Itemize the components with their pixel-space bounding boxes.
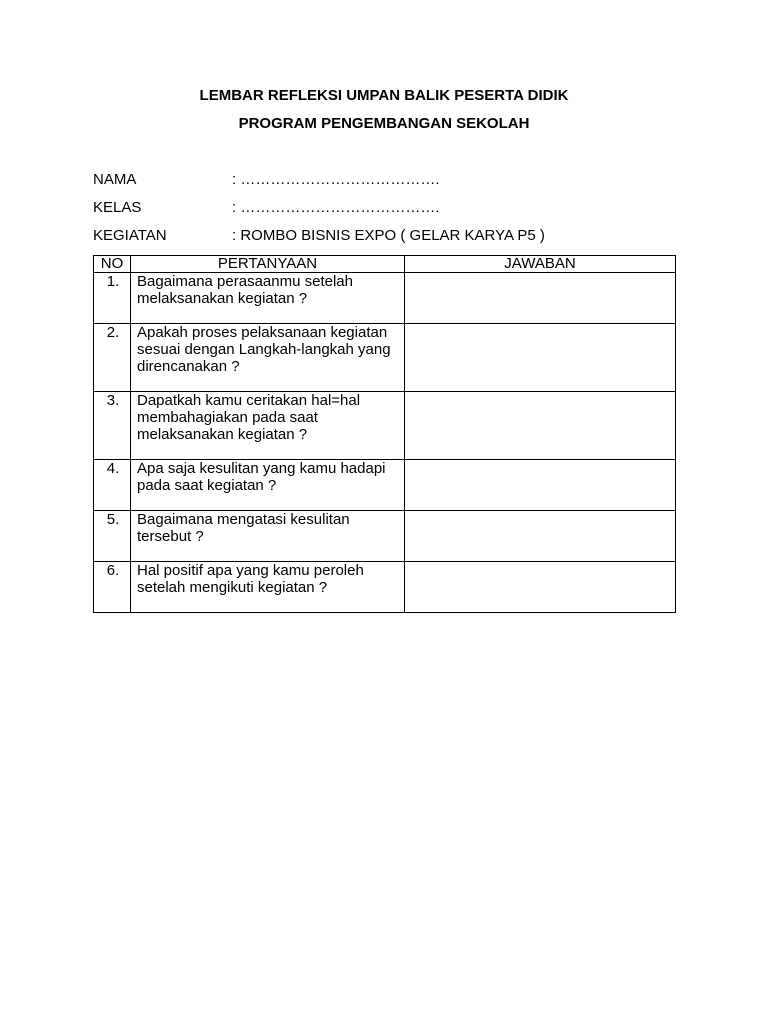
row-number-text: 1. [106,273,120,290]
row-number [94,392,131,460]
field-kegiatan-value: : ROMBO BISNIS EXPO ( GELAR KARYA P5 ) [232,227,545,244]
table-row [94,392,676,460]
field-nama [93,171,693,189]
reflection-table [93,255,676,613]
header-question: PERTANYAAN [131,256,405,273]
field-kelas-value: : …………………………………. [232,199,440,216]
table-row [94,562,676,613]
header-answer: JAWABAN [405,256,676,273]
question-cell: Hal positif apa yang kamu peroleh setelah mengikuti kegiatan ? [131,562,405,613]
answer-cell[interactable] [405,562,676,613]
table-header-row [94,256,676,273]
row-number-text: 4. [106,460,120,477]
question-cell: Dapatkah kamu ceritakan hal=hal membahagiakan pada saat melaksanakan kegiatan ? [131,392,405,460]
table-row [94,460,676,511]
document-title: LEMBAR REFLEKSI UMPAN BALIK PESERTA DIDIK [199,87,569,104]
row-number-text: 5. [106,511,120,528]
table-row [94,511,676,562]
row-number-text: 3. [106,392,120,409]
row-number [94,562,131,613]
row-number [94,273,131,324]
answer-cell[interactable] [405,511,676,562]
row-number [94,324,131,392]
answer-cell[interactable] [405,392,676,460]
table-row [94,324,676,392]
answer-cell[interactable] [405,273,676,324]
document-subtitle: PROGRAM PENGEMBANGAN SEKOLAH [238,115,530,132]
row-number-text: 6. [106,562,120,579]
row-number [94,460,131,511]
answer-cell[interactable] [405,324,676,392]
field-kegiatan-label: KEGIATAN [93,227,167,244]
question-cell: Bagaimana mengatasi kesulitan tersebut ? [131,511,405,562]
table-row [94,273,676,324]
question-cell: Bagaimana perasaanmu setelah melaksanakan kegiatan ? [131,273,405,324]
row-number-text: 2. [106,324,120,341]
field-nama-label: NAMA [93,171,137,188]
header-no: NO [94,256,131,273]
field-kelas-label: KELAS [93,199,142,216]
field-nama-value: : …………………………………. [232,171,440,188]
question-cell: Apakah proses pelaksanaan kegiatan sesuai dengan Langkah-langkah yang direncanakan ? [131,324,405,392]
question-cell: Apa saja kesulitan yang kamu hadapi pada saat kegiatan ? [131,460,405,511]
answer-cell[interactable] [405,460,676,511]
field-kelas [93,199,693,217]
field-kegiatan [93,227,693,245]
row-number [94,511,131,562]
